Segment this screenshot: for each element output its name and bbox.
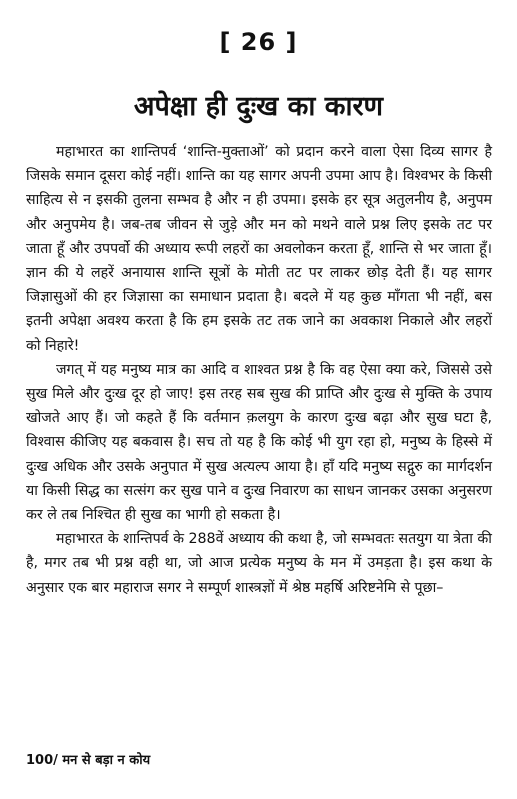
chapter-body: [26, 140, 492, 600]
paragraph: महाभारत के शान्तिपर्व के 288वें अध्याय की कथा है, जो सम्भवतः सतयुग या त्रेता की है, मगर तब भी प्रश्न वही था, जो आज प्रत्येक मनुष्य के मन में उमड़ता है। इस कथा के अनुसार एक बार महाराज सगर ने सम्पूर्ण शास्त्रज्ञों में श्रेष्ठ महर्षि अरिष्टनेमि से पूछा–: [26, 531, 492, 596]
chapter-number: [ 26 ]: [219, 28, 298, 56]
chapter-title: अपेक्षा ही दुःख का कारण: [133, 91, 384, 122]
page-footer: 100/ मन से बड़ा न कोय: [26, 753, 151, 768]
paragraph: महाभारत का शान्तिपर्व ‘शान्ति-मुक्ताओं’ को प्रदान करने वाला ऐसा दिव्य सागर है जिसके समान दूसरा कोई नहीं। शान्ति का यह सागर अपनी उपमा आप है। विश्वभर के किसी साहित्य से न इसकी तुलना सम्भव है और न ही उपमा। इसके हर सूत्र अतुलनीय है, अनुपम और अनुपमेय है। जब-तब जीवन से जुड़े और मन को मथने वाले प्रश्न लिए इसके तट पर जाता हूँ और उपपर्वो की अध्याय रूपी लहरों का अवलोकन करता हूँ, शान्ति से भर जाता हूँ। ज्ञान की ये लहरें अनायास शान्ति सूत्रों के मोती तट पर लाकर छोड़ देती हैं। यह सागर जिज्ञासुओं की हर जिज्ञासा का समाधान प्रदाता है। बदले में यह कुछ माँगता भी नहीं, बस इतनी अपेक्षा अवश्य करता है कि हम इसके तट तक जाने का अवकाश निकाले और लहरों को निहारे!: [26, 144, 492, 354]
paragraph: जगत् में यह मनुष्य मात्र का आदि व शाश्वत प्रश्न है कि वह ऐसा क्या करे, जिससे उसे सुख मिले और दुःख दूर हो जाए! इस तरह सब सुख की प्राप्ति और दुःख से मुक्ति के उपाय खोजते आए हैं। जो कहते हैं कि वर्तमान क़लयुग के कारण दुःख बढ़ा और सुख घटा है, विश्वास कीजिए यह बकवास है। सच तो यह है कि कोई भी युग रहा हो, मनुष्य के हिस्से में दुःख अधिक और उसके अनुपात में सुख अत्यल्प आया है। हाँ यदि मनुष्य सद्गुरु का मार्गदर्शन या किसी सिद्ध का सत्संग कर सुख पाने व दुःख निवारण का साधन जानकर उसका अनुसरण कर ले तब निश्चित ही सुख का भागी हो सकता है।: [26, 361, 492, 524]
